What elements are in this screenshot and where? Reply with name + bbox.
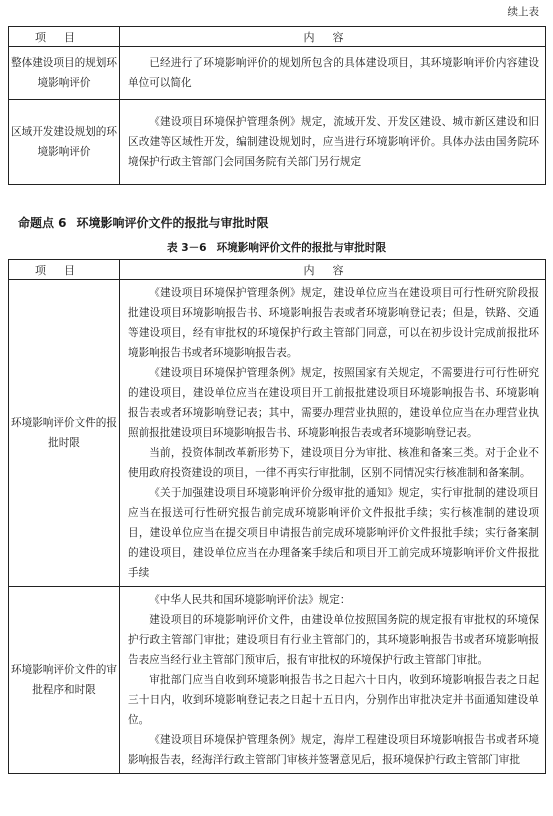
table-row [9, 100, 546, 185]
table-title: 环境影响评价文件的报批与审批时限 [216, 242, 387, 254]
table-row [9, 47, 546, 100]
table-row [9, 587, 546, 774]
row-item: 环境影响评价文件的审批程序和时限 [9, 587, 120, 774]
table-3-6 [8, 259, 546, 774]
row-content: 《建设项目环境保护管理条例》规定，建设单位应当在建设项目可行性研究阶段报批建设项目环境影响报告书、环境影响报告表或者环境影响登记表；但是，铁路、交通等建设项目，经有审批权的环境保护行政主管部门同意，可以在初步设计完成前报批环境影响报告书或者环境影响报告表。 《建设项目环境保护管理条例》规定，按照国家有关规定，不需要进行可行性研究的建设项目，建设单位应当在建设项目开工前报批建设项目环境影响报告书、环境影响报告表或者环境影响登记表；其中，需要办理营业执照的，建设单位应当在办理营业执照前报批建设项目环境影响报告书、环境影响报告表或者环境影响登记表。 当前，投资体制改革新形势下，建设项目分为审批、核准和备案三类。对于企业不使用政府投资建设的项目，一律不再实行审批制，区别不同情况实行核准制和备案制。 《关于加强建设项目环境影响评价分级审批的通知》规定，实行审批制的建设项目应当在报送可行性研究报告前完成环境影响评价文件报批手续；实行核准制的建设项目，建设单位应当在提交项目申请报告前完成环境影响评价文件报批手续；实行备案制的建设项目，建设单位应当在办理备案手续后和项目开工前完成环境影响评价文件报批手续 [120, 280, 546, 587]
row-content: 已经进行了环境影响评价的规划所包含的具体建设项目，其环境影响评价内容建设单位可以简化 [120, 47, 546, 100]
section-title: 环境影响评价文件的报批与审批时限 [76, 216, 269, 230]
table-header [9, 27, 546, 47]
table-number: 表 3－6 [166, 242, 207, 254]
table-row [9, 280, 546, 587]
header-item: 项目 [9, 27, 120, 47]
section-number: 命题点 6 [18, 216, 67, 230]
section-heading [18, 214, 269, 231]
row-content: 《中华人民共和国环境影响评价法》规定： 建设项目的环境影响评价文件，由建设单位按照国务院的规定报有审批权的环境保护行政主管部门审批；建设项目有行业主管部门的，其环境影响报告书或者环境影响报告表应当经行业主管部门预审后，报有审批权的环境保护行政主管部门审批。 审批部门应当自收到环境影响报告书之日起六十日内，收到环境影响报告表之日起三十日内，收到环境影响登记表之日起十五日内，分别作出审批决定并书面通知建设单位。 《建设项目环境保护管理条例》规定，海岸工程建设项目环境影响报告书或者环境影响报告表，经海洋行政主管部门审核并签署意见后，报环境保护行政主管部门审批 [120, 587, 546, 774]
row-item: 区域开发建设规划的环境影响评价 [9, 100, 120, 185]
table-continued [8, 26, 546, 185]
header-content: 内容 [120, 260, 546, 280]
table-caption [0, 240, 553, 255]
row-content: 《建设项目环境保护管理条例》规定，流域开发、开发区建设、城市新区建设和旧区改建等区域性开发，编制建设规划时，应当进行环境影响评价。具体办法由国务院环境保护行政主管部门会同国务院有关部门另行规定 [120, 100, 546, 185]
row-item: 环境影响评价文件的报批时限 [9, 280, 120, 587]
row-item: 整体建设项目的规划环境影响评价 [9, 47, 120, 100]
continued-label: 续上表 [507, 6, 539, 18]
header-content: 内容 [120, 27, 546, 47]
header-item: 项目 [9, 260, 120, 280]
table-header [9, 260, 546, 280]
